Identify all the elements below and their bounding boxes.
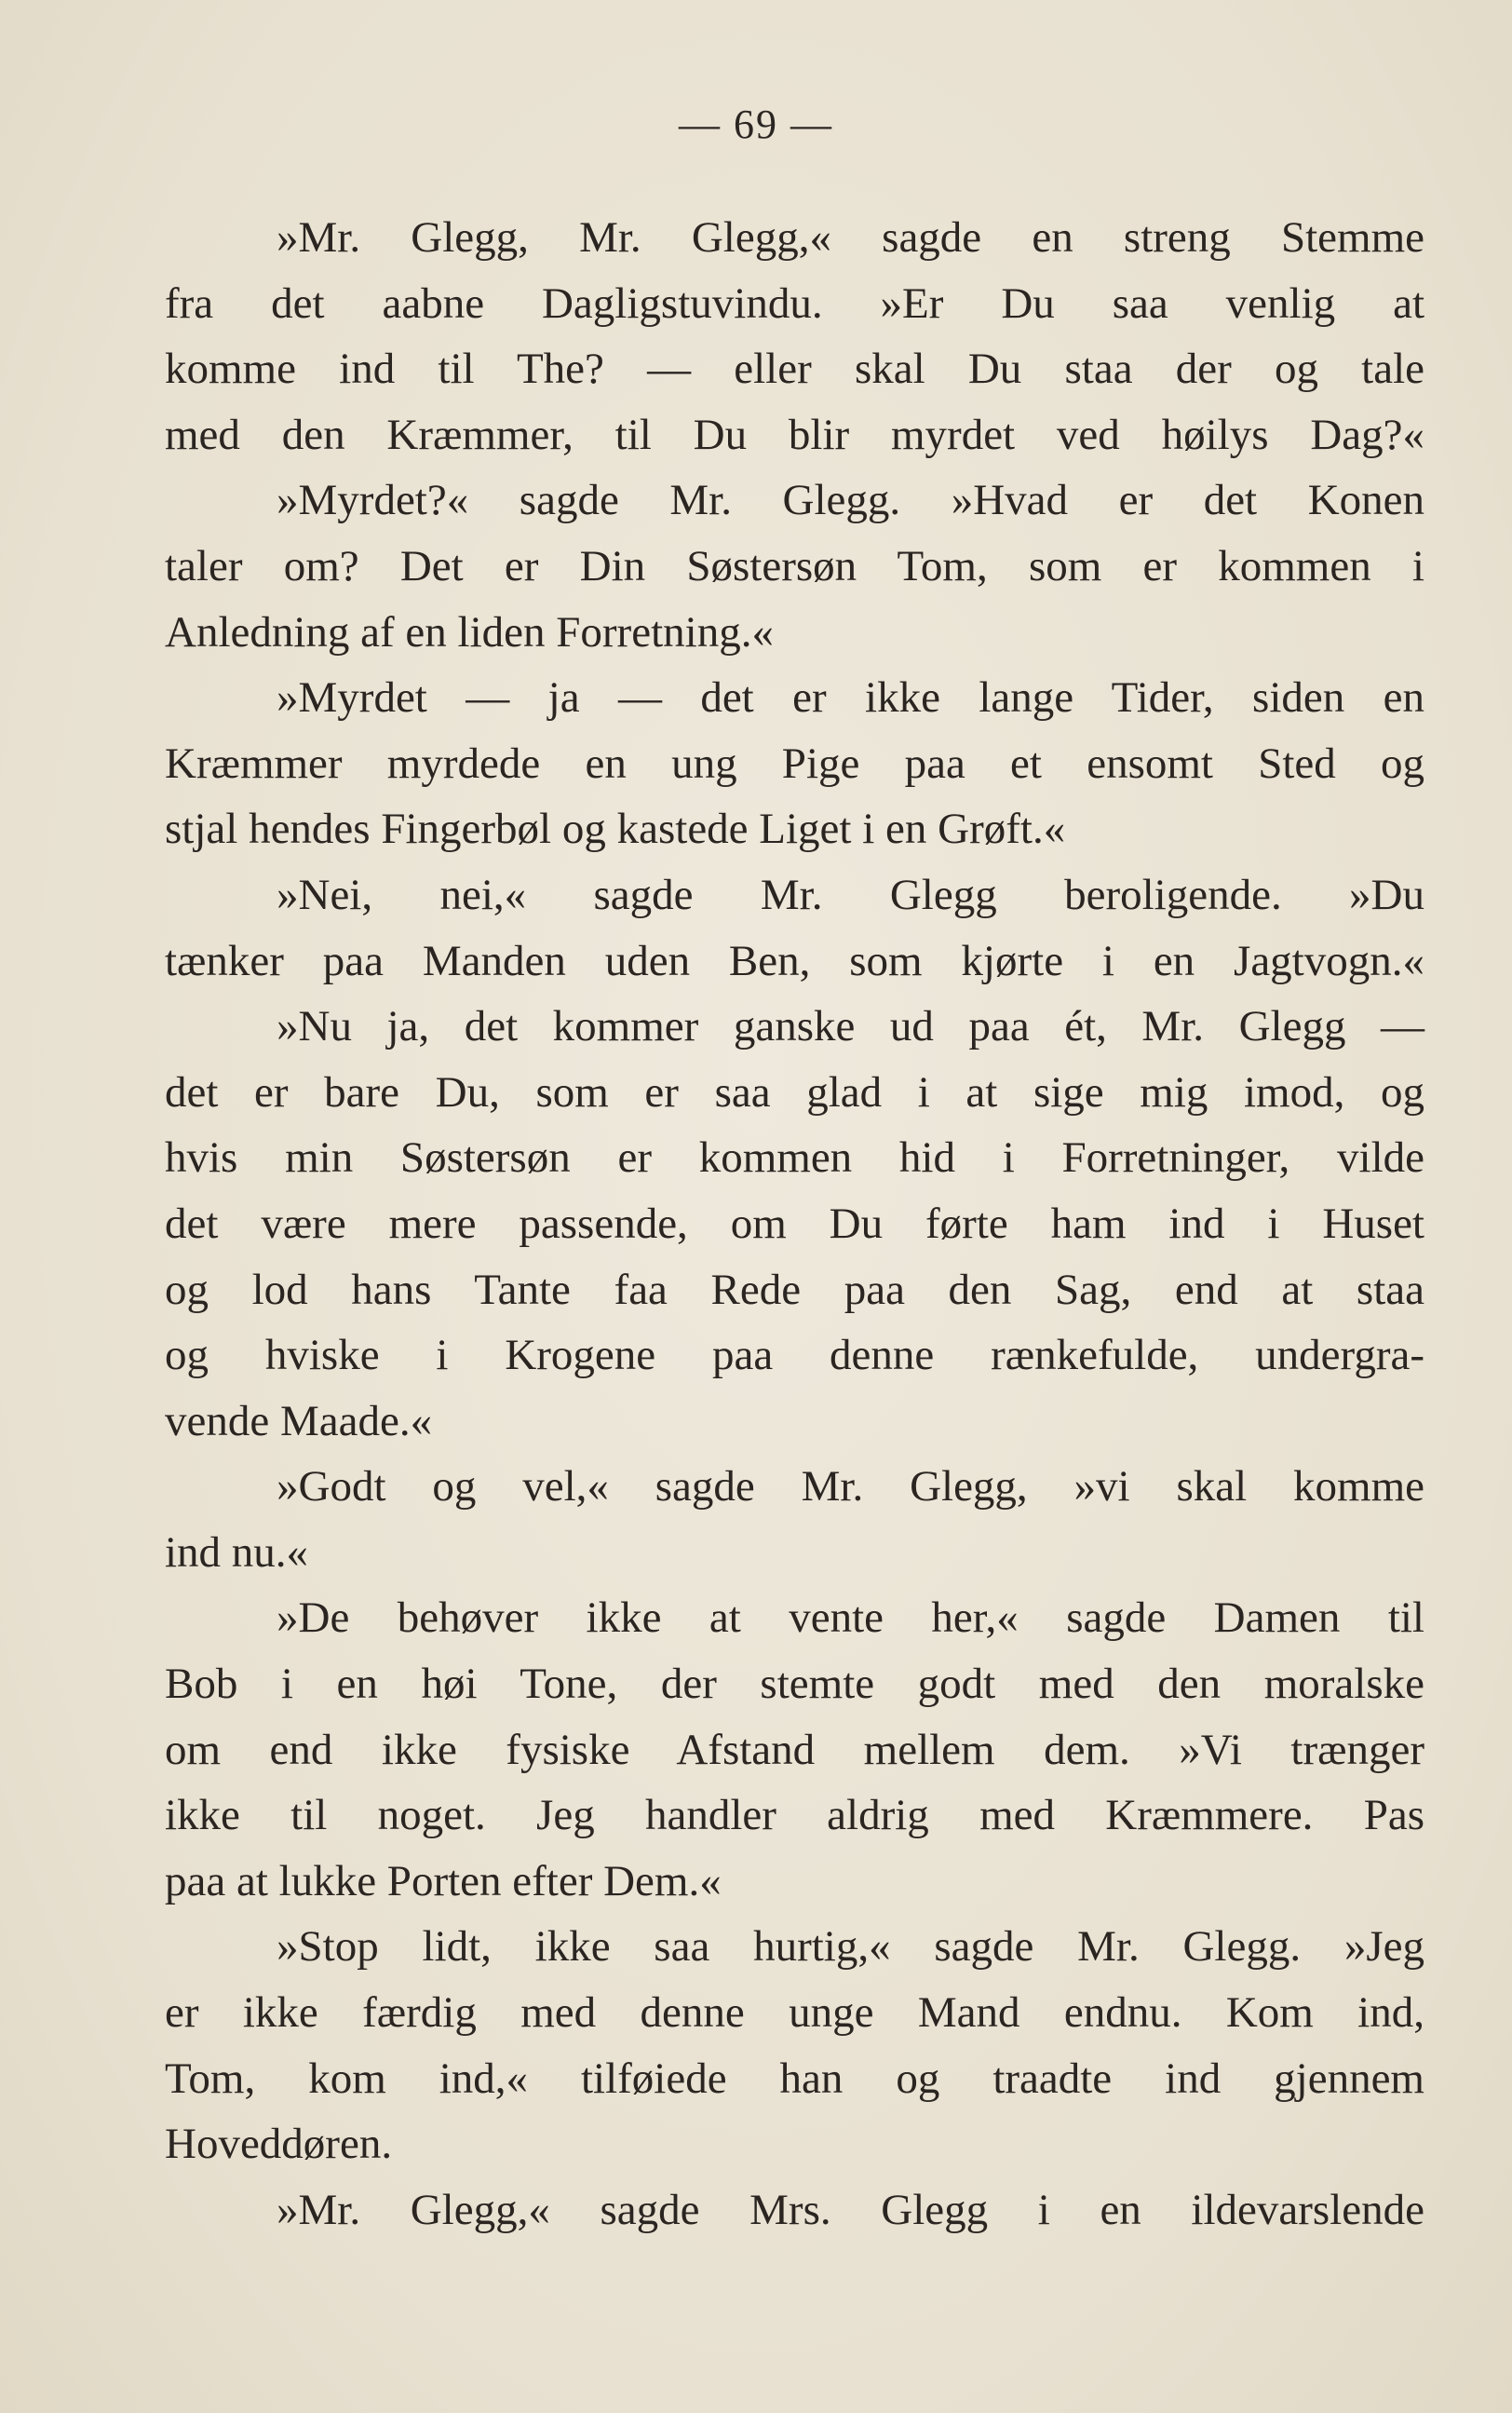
text-line: fra det aabne Dagligstuvindu. »Er Du saa venlig at [165, 278, 1424, 328]
text-line: »Godt og vel,« sagde Mr. Glegg, »vi skal komme [277, 1462, 1424, 1512]
text-line: og hviske i Krogene paa denne rænkefulde, undergra- [165, 1331, 1424, 1380]
text-line: om end ikke fysiske Afstand mellem dem. »Vi trænger [165, 1725, 1424, 1774]
text-line: »Myrdet — ja — det er ikke lange Tider, siden en [277, 673, 1424, 723]
text-line: stjal hendes Fingerbøl og kastede Liget i en Grøft.« [165, 805, 1066, 854]
text-line: vende Maade.« [165, 1396, 433, 1445]
page-number: — 69 — [679, 102, 833, 147]
text-line: og lod hans Tante faa Rede paa den Sag, end at staa [165, 1265, 1424, 1314]
text-line: »De behøver ikke at vente her,« sagde Damen til [277, 1593, 1424, 1643]
text-line: paa at lukke Porten efter Dem.« [165, 1856, 722, 1905]
text-line: ind nu.« [165, 1527, 309, 1577]
text-line: Bob i en høi Tone, der stemte godt med den moralske [165, 1660, 1424, 1709]
text-line: tænker paa Manden uden Ben, som kjørte i en Jagtvogn.« [165, 936, 1424, 985]
text-line: taler om? Det er Din Søstersøn Tom, som er kommen i [165, 541, 1424, 590]
text-line: Hoveddøren. [165, 2120, 393, 2169]
body-text [165, 205, 1424, 2243]
text-line: »Nei, nei,« sagde Mr. Glegg beroligende. »Du [277, 870, 1424, 919]
text-line: det er bare Du, som er saa glad i at sige mig imod, og [165, 1067, 1424, 1117]
text-line: med den Kræmmer, til Du blir myrdet ved høilys Dag?« [165, 410, 1424, 459]
text-line: ikke til noget. Jeg handler aldrig med Kræmmere. Pas [165, 1791, 1424, 1840]
text-line: Kræmmer myrdede en ung Pige paa et ensomt Sted og [165, 739, 1424, 788]
text-line: »Nu ja, det kommer ganske ud paa ét, Mr. Glegg — [277, 1002, 1424, 1051]
text-line: »Myrdet?« sagde Mr. Glegg. »Hvad er det Konen [277, 476, 1424, 525]
text-line: Anledning af en liden Forretning.« [165, 607, 774, 657]
text-line: Tom, kom ind,« tilføiede han og traadte ind gjennem [165, 2054, 1424, 2103]
text-line: »Stop lidt, ikke saa hurtig,« sagde Mr. Glegg. »Jeg [277, 1922, 1424, 1972]
text-line: »Mr. Glegg,« sagde Mrs. Glegg i en ildevarslende [277, 2185, 1424, 2234]
text-line: »Mr. Glegg, Mr. Glegg,« sagde en streng Stemme [277, 213, 1424, 262]
text-line: komme ind til The? — eller skal Du staa der og tale [165, 345, 1424, 394]
text-line: det være mere passende, om Du førte ham ind i Huset [165, 1199, 1424, 1248]
text-line: hvis min Søstersøn er kommen hid i Forretninger, vilde [165, 1133, 1424, 1183]
text-line: er ikke færdig med denne unge Mand endnu. Kom ind, [165, 1988, 1424, 2038]
